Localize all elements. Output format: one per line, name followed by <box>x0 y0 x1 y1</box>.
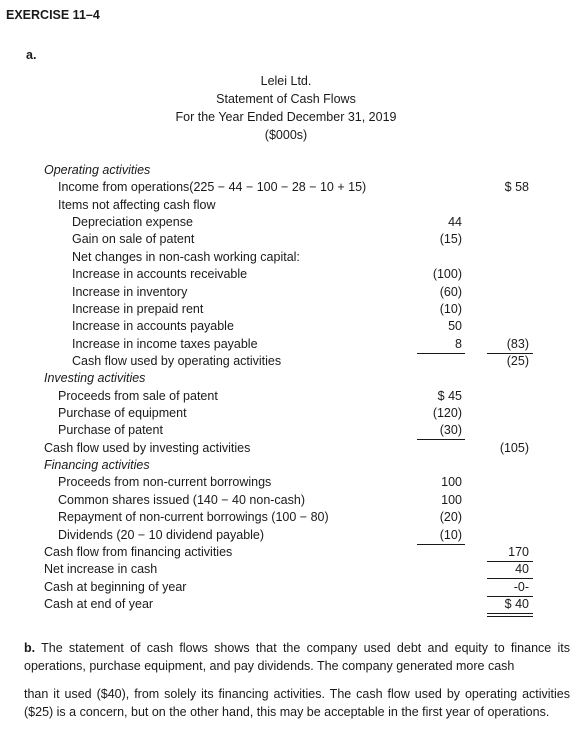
statement-row <box>0 493 585 510</box>
company-name: Lelei Ltd. <box>260 74 312 88</box>
part-b-text-2: than it used ($40), from solely its financing activities. The cash flow used by operating activities ($25) is a concern, but on the other hand, this may be acceptable in the first year of operations. <box>24 687 570 719</box>
row-label: Net increase in cash <box>44 562 158 577</box>
statement-row <box>0 510 585 527</box>
detail-amount: 100 <box>441 475 462 490</box>
statement-period: For the Year Ended December 31, 2019 <box>175 110 397 124</box>
statement-row <box>0 319 585 336</box>
statement-row <box>0 475 585 492</box>
detail-amount: (100) <box>432 267 462 282</box>
statement-row <box>0 302 585 319</box>
statement-row <box>0 371 585 388</box>
total-amount: $ 58 <box>504 180 529 195</box>
row-label: Income from operations(225 − 44 − 100 − 28 − 10 + 15) <box>58 180 367 195</box>
statement-row <box>0 232 585 249</box>
statement-row <box>0 250 585 267</box>
section-heading: Investing activities <box>44 371 146 386</box>
exercise-title: EXERCISE 11–4 <box>6 8 100 22</box>
part-b-paragraph-2 <box>24 686 570 721</box>
detail-amount: (15) <box>439 232 462 247</box>
statement-row <box>0 441 585 458</box>
statement-row <box>0 423 585 440</box>
statement-row <box>0 580 585 597</box>
total-amount: $ 40 <box>504 597 529 611</box>
detail-amount: 8 <box>455 336 462 351</box>
part-b-text-1: The statement of cash flows shows that the company used debt and equity to finance its operations, purchase equipment, and pay dividends. The company generated more cash <box>24 641 570 673</box>
row-label: Purchase of patent <box>58 423 163 438</box>
statement-row <box>0 562 585 579</box>
detail-amount: (60) <box>439 284 462 299</box>
statement-row <box>0 545 585 562</box>
row-label: Repayment of non-current borrowings (100 − 80) <box>58 510 329 525</box>
row-label: Proceeds from sale of patent <box>58 388 218 403</box>
statement-row <box>0 389 585 406</box>
total-amount: 40 <box>515 562 529 577</box>
detail-amount: 44 <box>448 215 462 230</box>
row-label: Depreciation expense <box>72 215 193 230</box>
row-label: Increase in inventory <box>72 284 188 299</box>
row-label: Purchase of equipment <box>58 406 187 421</box>
row-label: Items not affecting cash flow <box>58 197 216 212</box>
statement-row <box>0 267 585 284</box>
part-b-label: b. <box>24 641 36 655</box>
detail-amount: 50 <box>448 319 462 334</box>
detail-amount: (20) <box>439 510 462 525</box>
row-label: Cash at end of year <box>44 597 154 611</box>
row-label: Gain on sale of patent <box>72 232 195 247</box>
detail-amount: (30) <box>439 423 462 438</box>
statement-units: ($000s) <box>264 128 308 142</box>
statement-row <box>0 337 585 354</box>
row-label: Increase in income taxes payable <box>72 336 258 351</box>
row-label: Net changes in non-cash working capital: <box>72 249 300 264</box>
detail-amount: (10) <box>439 527 462 542</box>
row-label: Increase in prepaid rent <box>72 301 204 316</box>
part-b-paragraph-1 <box>24 640 570 675</box>
total-amount: (83) <box>506 336 529 351</box>
section-heading: Operating activities <box>44 163 151 177</box>
statement-title: Statement of Cash Flows <box>216 92 356 106</box>
final-total-double-rule <box>487 613 533 614</box>
statement-row <box>0 198 585 215</box>
statement-row <box>0 406 585 423</box>
final-total-double-rule <box>487 616 533 617</box>
part-a-label: a. <box>26 48 37 62</box>
row-label: Increase in accounts payable <box>72 319 234 334</box>
statement-row <box>0 163 585 180</box>
row-label: Cash at beginning of year <box>44 579 187 594</box>
row-label: Common shares issued (140 − 40 non-cash) <box>58 492 306 507</box>
total-amount: (25) <box>506 353 529 368</box>
statement-row <box>0 528 585 545</box>
row-label: Cash flow used by operating activities <box>72 353 282 368</box>
total-amount: (105) <box>499 440 529 455</box>
detail-amount: (120) <box>432 406 462 421</box>
total-amount: -0- <box>513 579 529 594</box>
statement-row <box>0 285 585 302</box>
total-amount: 170 <box>508 544 529 559</box>
statement-row <box>0 180 585 197</box>
row-label: Increase in accounts receivable <box>72 267 248 282</box>
statement-row <box>0 215 585 232</box>
row-label: Cash flow from financing activities <box>44 544 233 559</box>
detail-amount: $ 45 <box>437 388 462 403</box>
statement-row <box>0 354 585 371</box>
detail-amount: 100 <box>441 492 462 507</box>
statement-row <box>0 597 585 614</box>
row-label: Cash flow used by investing activities <box>44 440 251 455</box>
detail-amount: (10) <box>439 301 462 316</box>
row-label: Dividends (20 − 10 dividend payable) <box>58 527 265 542</box>
section-heading: Financing activities <box>44 458 150 473</box>
row-label: Proceeds from non-current borrowings <box>58 475 272 490</box>
statement-row <box>0 458 585 475</box>
